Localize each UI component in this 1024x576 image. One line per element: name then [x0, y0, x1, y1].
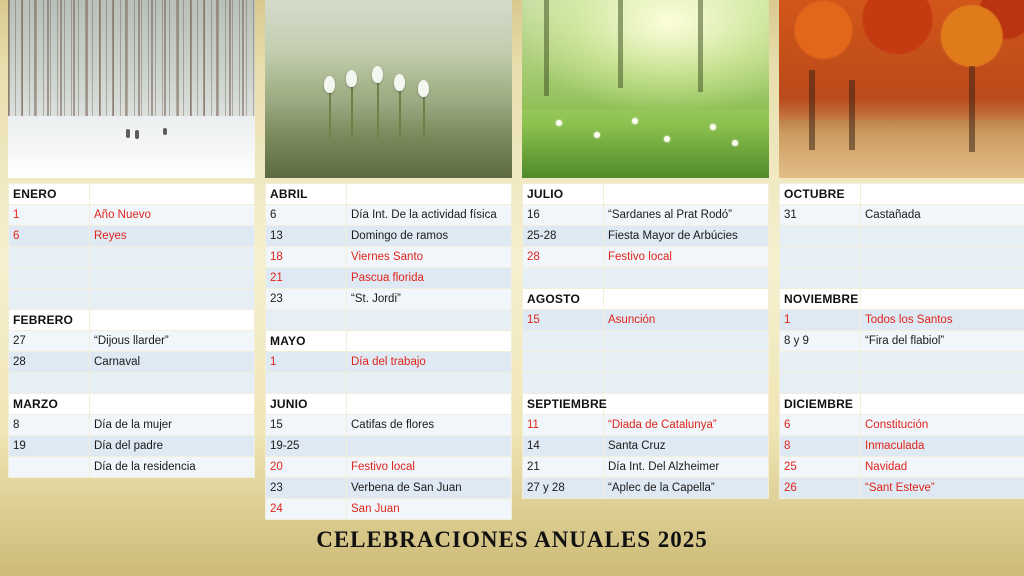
event-label — [861, 289, 1024, 310]
month-header-row — [266, 394, 512, 415]
blank-row — [266, 373, 512, 394]
event-label: Carnaval — [90, 352, 255, 373]
event-label: Día de la residencia — [90, 457, 255, 478]
event-row — [266, 247, 512, 268]
blank-row — [780, 352, 1024, 373]
event-label: Navidad — [861, 457, 1024, 478]
event-day: 13 — [266, 226, 347, 247]
month-name: NOVIEMBRE — [780, 289, 861, 310]
event-row — [523, 247, 769, 268]
event-day — [523, 331, 604, 352]
month-table-body-3 — [523, 184, 769, 499]
blank-row — [523, 331, 769, 352]
event-row — [9, 226, 255, 247]
event-row — [523, 310, 769, 331]
event-day: 28 — [523, 247, 604, 268]
blank-row — [9, 373, 255, 394]
event-row — [780, 478, 1024, 499]
event-day: 25 — [780, 457, 861, 478]
event-label: Inmaculada — [861, 436, 1024, 457]
event-day: 1 — [266, 352, 347, 373]
event-day — [266, 373, 347, 394]
event-label — [347, 184, 512, 205]
spring-snowdrops-photo — [265, 0, 512, 178]
event-label: Domingo de ramos — [347, 226, 512, 247]
event-row — [266, 268, 512, 289]
event-label: “Fira del flabiol” — [861, 331, 1024, 352]
event-day: 25-28 — [523, 226, 604, 247]
event-label — [604, 352, 769, 373]
event-day: 21 — [266, 268, 347, 289]
event-label: San Juan — [347, 499, 512, 520]
event-row — [266, 289, 512, 310]
month-header-row — [9, 394, 255, 415]
event-label: Verbena de San Juan — [347, 478, 512, 499]
event-label — [347, 310, 512, 331]
event-day — [780, 247, 861, 268]
event-label: Castañada — [861, 205, 1024, 226]
event-row — [780, 205, 1024, 226]
event-day: 11 — [523, 415, 604, 436]
month-table-2 — [265, 183, 512, 520]
event-label: Festivo local — [347, 457, 512, 478]
event-label — [90, 373, 255, 394]
event-label — [861, 394, 1024, 415]
event-day: 1 — [780, 310, 861, 331]
event-label: Día Int. De la actividad física — [347, 205, 512, 226]
event-row — [9, 457, 255, 478]
month-table-body-1 — [9, 184, 255, 478]
event-row — [9, 436, 255, 457]
event-label — [861, 352, 1024, 373]
event-day — [266, 310, 347, 331]
month-header-row — [266, 331, 512, 352]
month-header-row — [523, 394, 769, 415]
event-label — [90, 247, 255, 268]
month-name: AGOSTO — [523, 289, 604, 310]
event-day: 19 — [9, 436, 90, 457]
month-header-row — [523, 289, 769, 310]
blank-row — [523, 352, 769, 373]
event-label — [90, 268, 255, 289]
event-label: Reyes — [90, 226, 255, 247]
month-header-row — [266, 184, 512, 205]
event-label: Año Nuevo — [90, 205, 255, 226]
calendar-column-2 — [265, 0, 512, 520]
event-label — [604, 331, 769, 352]
month-header-row — [780, 289, 1024, 310]
event-label: Pascua florida — [347, 268, 512, 289]
month-header-row — [780, 184, 1024, 205]
event-row — [266, 457, 512, 478]
autumn-forest-path-photo — [779, 0, 1024, 178]
month-name: SEPTIEMBRE — [523, 394, 604, 415]
event-row — [780, 415, 1024, 436]
event-label — [861, 226, 1024, 247]
event-label — [604, 268, 769, 289]
month-name: JUNIO — [266, 394, 347, 415]
blank-row — [266, 310, 512, 331]
month-table-3 — [522, 183, 769, 499]
event-label: “Diada de Catalunya” — [604, 415, 769, 436]
event-row — [266, 436, 512, 457]
event-label: “Aplec de la Capella” — [604, 478, 769, 499]
event-day: 19-25 — [266, 436, 347, 457]
event-label: Constitución — [861, 415, 1024, 436]
event-label — [90, 184, 255, 205]
event-day: 8 — [780, 436, 861, 457]
event-day — [9, 247, 90, 268]
month-table-body-4 — [780, 184, 1024, 499]
event-row — [266, 499, 512, 520]
event-day: 23 — [266, 289, 347, 310]
event-row — [780, 436, 1024, 457]
event-label — [347, 373, 512, 394]
event-day — [780, 226, 861, 247]
event-day: 16 — [523, 205, 604, 226]
month-table-1 — [8, 183, 255, 478]
event-label — [90, 289, 255, 310]
blank-row — [780, 268, 1024, 289]
calendar-column-3 — [522, 0, 769, 520]
event-label — [861, 247, 1024, 268]
event-row — [266, 415, 512, 436]
event-label: Fiesta Mayor de Arbúcies — [604, 226, 769, 247]
event-day: 6 — [266, 205, 347, 226]
event-day: 24 — [266, 499, 347, 520]
event-day: 6 — [9, 226, 90, 247]
event-label — [90, 310, 255, 331]
event-day: 23 — [266, 478, 347, 499]
event-row — [266, 478, 512, 499]
event-row — [266, 226, 512, 247]
month-name: ABRIL — [266, 184, 347, 205]
event-row — [9, 352, 255, 373]
event-label — [90, 394, 255, 415]
event-label — [347, 331, 512, 352]
event-day — [9, 289, 90, 310]
event-label — [604, 289, 769, 310]
event-day — [780, 373, 861, 394]
month-header-row — [9, 310, 255, 331]
event-day — [9, 373, 90, 394]
calendar-column-1 — [8, 0, 255, 520]
event-day — [9, 268, 90, 289]
event-label — [604, 184, 769, 205]
event-day: 18 — [266, 247, 347, 268]
blank-row — [780, 247, 1024, 268]
event-label: “St. Jordi” — [347, 289, 512, 310]
event-day: 15 — [523, 310, 604, 331]
winter-park-snow-photo — [8, 0, 255, 178]
event-day — [523, 352, 604, 373]
event-label — [347, 394, 512, 415]
event-label: Día de la mujer — [90, 415, 255, 436]
blank-row — [9, 289, 255, 310]
month-name: JULIO — [523, 184, 604, 205]
month-table-4 — [779, 183, 1024, 499]
month-name: OCTUBRE — [780, 184, 861, 205]
page-title: CELEBRACIONES ANUALES 2025 — [316, 527, 708, 552]
event-label: Santa Cruz — [604, 436, 769, 457]
event-row — [523, 205, 769, 226]
event-day — [523, 373, 604, 394]
event-day: 15 — [266, 415, 347, 436]
month-name: MAYO — [266, 331, 347, 352]
event-label — [861, 268, 1024, 289]
event-label: Día del padre — [90, 436, 255, 457]
event-label: Catifas de flores — [347, 415, 512, 436]
blank-row — [780, 226, 1024, 247]
event-row — [523, 478, 769, 499]
event-label: Todos los Santos — [861, 310, 1024, 331]
event-label — [861, 373, 1024, 394]
blank-row — [780, 373, 1024, 394]
month-name: DICIEMBRE — [780, 394, 861, 415]
event-row — [523, 415, 769, 436]
event-label — [604, 373, 769, 394]
event-row — [9, 205, 255, 226]
event-day: 31 — [780, 205, 861, 226]
blank-row — [9, 247, 255, 268]
event-label — [604, 394, 769, 415]
event-label: “Dijous llarder” — [90, 331, 255, 352]
month-name: MARZO — [9, 394, 90, 415]
event-day: 6 — [780, 415, 861, 436]
event-day: 8 y 9 — [780, 331, 861, 352]
event-day: 20 — [266, 457, 347, 478]
month-table-body-2 — [266, 184, 512, 520]
event-row — [780, 310, 1024, 331]
blank-row — [523, 373, 769, 394]
event-day — [780, 268, 861, 289]
event-row — [9, 331, 255, 352]
event-day: 1 — [9, 205, 90, 226]
event-label: Viernes Santo — [347, 247, 512, 268]
month-name: ENERO — [9, 184, 90, 205]
month-name: FEBRERO — [9, 310, 90, 331]
event-label: Día Int. Del Alzheimer — [604, 457, 769, 478]
month-header-row — [780, 394, 1024, 415]
event-label: Asunción — [604, 310, 769, 331]
blank-row — [523, 268, 769, 289]
event-day — [9, 457, 90, 478]
month-header-row — [9, 184, 255, 205]
event-row — [9, 415, 255, 436]
event-row — [523, 436, 769, 457]
event-day: 27 y 28 — [523, 478, 604, 499]
event-day: 21 — [523, 457, 604, 478]
event-row — [266, 205, 512, 226]
month-header-row — [523, 184, 769, 205]
event-label — [347, 436, 512, 457]
event-row — [780, 331, 1024, 352]
event-row — [523, 457, 769, 478]
event-row — [266, 352, 512, 373]
event-day: 26 — [780, 478, 861, 499]
event-row — [523, 226, 769, 247]
event-day: 8 — [9, 415, 90, 436]
event-label: “Sardanes al Prat Rodó” — [604, 205, 769, 226]
event-label: Día del trabajo — [347, 352, 512, 373]
event-day: 28 — [9, 352, 90, 373]
event-day: 14 — [523, 436, 604, 457]
summer-meadow-photo — [522, 0, 769, 178]
event-day — [780, 352, 861, 373]
event-label: “Sant Esteve” — [861, 478, 1024, 499]
blank-row — [9, 268, 255, 289]
event-day — [523, 268, 604, 289]
event-label: Festivo local — [604, 247, 769, 268]
event-day: 27 — [9, 331, 90, 352]
calendar-column-4 — [779, 0, 1024, 520]
event-row — [780, 457, 1024, 478]
event-label — [861, 184, 1024, 205]
